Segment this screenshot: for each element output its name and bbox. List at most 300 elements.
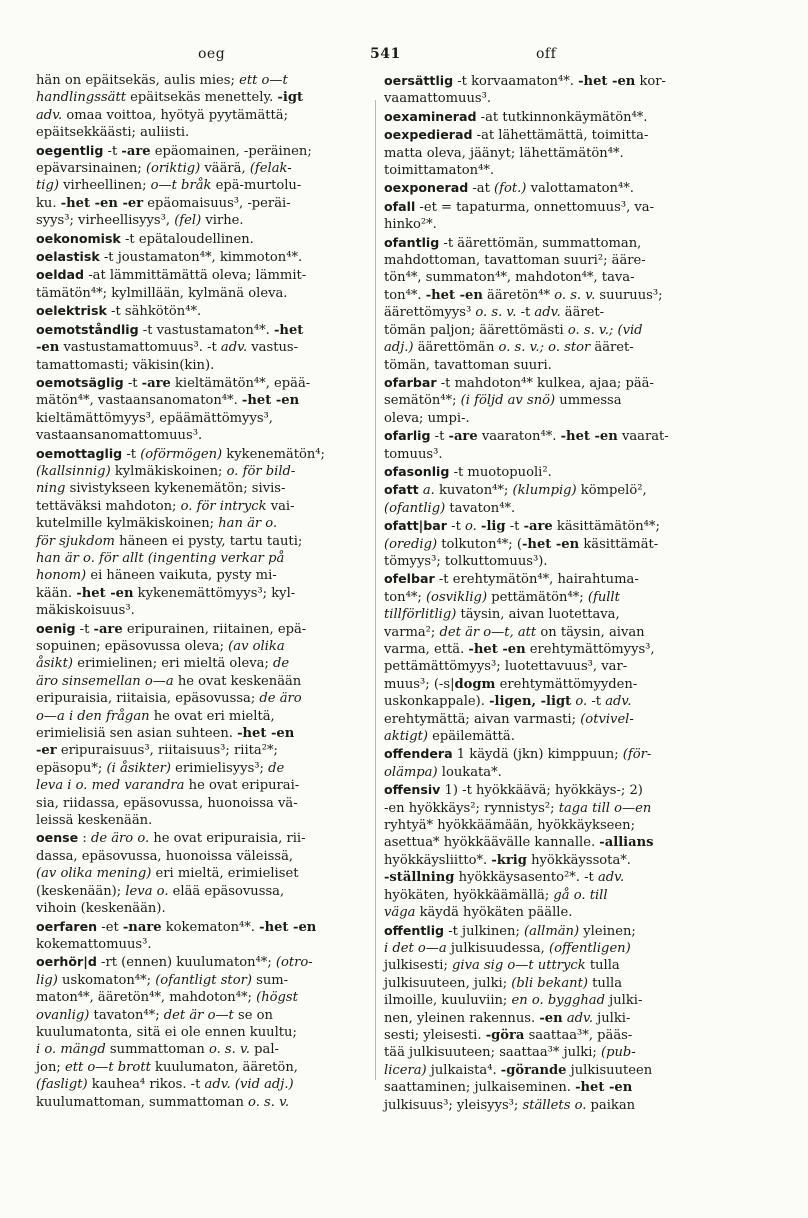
dictionary-line: [36, 760, 369, 777]
dictionary-line: [384, 179, 714, 197]
entry-text: -het -en -er: [60, 195, 144, 211]
entry-headword: offensiv: [384, 782, 441, 798]
entry-text: vaamattomuus³.: [384, 91, 492, 107]
entry-text: kuulumatonta, sitä ei ole ennen kuultu;: [36, 1024, 297, 1040]
entry-text: tulla: [585, 958, 620, 974]
entry-text: sia, riidassa, epäsovussa, huonoissa vä-: [36, 795, 298, 811]
entry-text: saattaa³*, pääs-: [524, 1027, 633, 1043]
entry-text: ton⁴*.: [384, 287, 426, 303]
entry-text: he ovat eripurai-: [184, 778, 300, 794]
entry-headword: ofelbar: [384, 571, 435, 587]
entry-text: erehtymättömyyden-: [495, 676, 638, 692]
entry-text: giva sig o—t uttryck: [452, 958, 586, 974]
entry-text: kutelmille kylmäkiskoinen;: [36, 516, 219, 532]
dictionary-line: [36, 392, 369, 409]
entry-text: de äro o.: [90, 831, 150, 847]
entry-text: ett o—t: [239, 73, 288, 88]
entry-text: en o. bygghad: [511, 993, 606, 1009]
dictionary-line: [384, 322, 714, 339]
entry-text: o. för bild-: [226, 463, 296, 479]
dictionary-line: [384, 145, 714, 162]
entry-text: kieltämättömyys³, epäämättömyys³,: [36, 410, 273, 426]
entry-text: tää julkisuuteen; saattaa³* julki;: [384, 1045, 601, 1061]
entry-text: syys³; virheellisyys³,: [36, 213, 175, 229]
entry-text: (ofantligt stor): [155, 972, 252, 988]
entry-text: -t äärettömän, summattoman,: [439, 235, 642, 251]
entry-text: -at tutkinnonkäymätön⁴*.: [476, 109, 648, 125]
entry-text: epäitsekkäästi; auliisti.: [36, 125, 190, 141]
entry-text: kykenemätön⁴;: [222, 446, 325, 462]
dictionary-line: [384, 658, 714, 675]
entry-text: -at: [468, 181, 495, 197]
entry-text: vastustamattomuus³. -t: [59, 340, 221, 356]
dictionary-line: [36, 883, 369, 900]
entry-headword: ofasonlig: [384, 463, 450, 479]
entry-text: hyökkäysasento²*. -t: [454, 870, 598, 886]
entry-text: (oförmögen): [140, 446, 223, 462]
dictionary-line: [36, 339, 369, 356]
dictionary-line: [384, 1010, 714, 1027]
dictionary-line: [384, 728, 714, 745]
dictionary-line: [384, 374, 714, 392]
entry-text: -igt: [277, 90, 304, 106]
entry-text: julkisuus³; yleisyys³;: [384, 1097, 523, 1113]
entry-text: vihoin (keskenään).: [36, 901, 166, 917]
entry-text: ääretön⁴*: [482, 287, 555, 303]
entry-text: adv.: [597, 870, 625, 886]
entry-text: -allians: [599, 835, 654, 851]
entry-text: elää epäsovussa,: [168, 883, 285, 899]
entry-text: asettua* hyökkäävälle kannalle.: [384, 835, 600, 851]
dictionary-line: [36, 673, 369, 690]
entry-text: epäomaisuus³, -peräi-: [143, 195, 291, 211]
entry-text: (ofantlig): [384, 500, 446, 516]
dictionary-line: [36, 1094, 369, 1111]
entry-text: mäkiskoisuus³.: [36, 603, 135, 619]
dictionary-line: [36, 480, 369, 497]
dictionary-line: [36, 230, 369, 248]
dictionary-line: [384, 904, 714, 921]
entry-text: -t: [123, 375, 142, 391]
left-column: [36, 72, 369, 1111]
entry-text: adv.: [220, 340, 248, 356]
dictionary-line: [384, 252, 714, 269]
entry-text: julkisuuteen: [566, 1062, 653, 1078]
entry-text: det är o—t, att: [439, 624, 537, 640]
dictionary-line: [36, 708, 369, 725]
dictionary-line: [36, 567, 369, 584]
entry-text: (kallsinnig): [36, 463, 111, 479]
entry-headword: oelastisk: [36, 249, 100, 265]
entry-text: hyökkäysliitto*.: [384, 852, 492, 868]
dictionary-line: [384, 287, 714, 304]
dictionary-line: [36, 107, 369, 124]
entry-text: tavaton⁴*;: [89, 1007, 164, 1023]
page-number: 541: [370, 46, 401, 62]
entry-text: -are: [121, 143, 151, 159]
entry-text: pettämättömyys³; luotettavuus³, var-: [384, 659, 628, 675]
entry-text: -het -en: [237, 726, 295, 742]
entry-text: o—a i den frågan: [36, 708, 150, 724]
entry-text: äärettömän: [413, 340, 499, 356]
entry-text: virhe.: [201, 213, 244, 229]
entry-text: omaa voittoa, hyötyä pyytämättä;: [62, 107, 288, 123]
entry-text: varma²;: [384, 624, 440, 640]
dictionary-line: [36, 160, 369, 177]
entry-headword: ofarlig: [384, 428, 431, 444]
entry-text: se on: [233, 1007, 273, 1023]
entry-text: -are: [93, 621, 123, 637]
dictionary-line: [36, 285, 369, 302]
entry-text: -t epätaloudellinen.: [120, 231, 254, 247]
entry-headword: ofarbar: [384, 374, 437, 390]
entry-text: o. s. v.; o. stor: [498, 340, 591, 356]
entry-text: virheellinen;: [58, 178, 151, 194]
entry-text: -het -en: [560, 429, 618, 445]
entry-text: -en hyökkäys²; rynnistys²;: [384, 800, 559, 816]
entry-text: eripurainen, riitainen, epä-: [122, 621, 307, 637]
dictionary-line: [36, 953, 369, 971]
entry-text: det är o—t: [163, 1007, 234, 1023]
entry-text: -en: [539, 1010, 563, 1026]
dictionary-line: [384, 781, 714, 799]
entry-headword: oerhör|d: [36, 954, 97, 970]
entry-text: sivistykseen kykenemätön; sivis-: [65, 481, 286, 497]
entry-text: (i följd av snö): [460, 393, 556, 409]
entry-text: erehtymättömyys³,: [525, 642, 655, 657]
entry-text: dassa, epäsovussa, huonoissa väleissä,: [36, 848, 294, 864]
dictionary-line: [384, 446, 714, 463]
entry-text: muus³; (-s|: [384, 676, 455, 692]
dictionary-line: [36, 550, 369, 567]
entry-text: -göra: [485, 1027, 525, 1043]
entry-text: epäsopu*;: [36, 760, 107, 776]
entry-text: -rt (ennen) kuulumaton⁴*;: [96, 955, 276, 971]
entry-text: ääret-: [590, 340, 634, 356]
dictionary-line: [36, 972, 369, 989]
entry-text: kuvaton⁴*;: [434, 483, 513, 499]
entry-text: (offentligen): [548, 940, 631, 956]
entry-text: pal-: [249, 1042, 279, 1058]
entry-text: ställets o.: [522, 1097, 587, 1113]
dictionary-line: [36, 742, 369, 759]
dictionary-line: [384, 745, 714, 763]
entry-text: sesti; yleisesti.: [384, 1027, 486, 1043]
dictionary-line: [384, 357, 714, 374]
entry-text: vaaraton⁴*.: [477, 429, 561, 445]
entry-text: tömän paljon; äärettömästi: [384, 322, 568, 338]
entry-headword: oemotsäglig: [36, 374, 124, 390]
entry-text: -het -en: [575, 1080, 633, 1096]
entry-text: -t mahdoton⁴* kulkea, ajaa; pää-: [436, 375, 654, 391]
page-header: [0, 46, 808, 68]
dictionary-line: [384, 427, 714, 445]
entry-text: tömyys³; tolkuttomuus³).: [384, 553, 548, 569]
entry-text: kään.: [36, 585, 77, 601]
entry-text: -het -en: [241, 393, 300, 409]
entry-text: o. s. v.; (vid: [567, 322, 643, 338]
entry-text: (felak-: [249, 161, 292, 177]
entry-headword: oenig: [36, 620, 76, 636]
dictionary-line: [384, 500, 714, 517]
entry-text: kokemattomuus³.: [36, 936, 152, 952]
entry-text: ett o—t brott: [64, 1059, 151, 1075]
entry-text: tömän, tavattoman suuri.: [384, 357, 552, 373]
entry-text: he ovat keskenään: [173, 673, 302, 689]
dictionary-line: [36, 602, 369, 619]
entry-text: -t: [75, 621, 94, 637]
entry-text: kieltämätön⁴*, epää-: [170, 375, 311, 391]
entry-text: de äro: [259, 691, 302, 707]
entry-text: -t muotopuoli².: [449, 464, 552, 480]
entry-headword: ofantlig: [384, 234, 440, 250]
entry-text: de: [268, 760, 285, 776]
column-divider: [375, 100, 376, 1080]
dictionary-line: [36, 72, 369, 89]
dictionary-line: [36, 585, 369, 602]
entry-text: adv.: [566, 1010, 594, 1026]
entry-text: (allmän): [524, 923, 580, 939]
entry-text: kömpelö²,: [576, 483, 647, 499]
entry-headword: oelektrisk: [36, 303, 107, 319]
entry-text: o. s. v.: [475, 305, 517, 321]
entry-text: ummessa: [555, 393, 622, 409]
entry-headword: oerfaren: [36, 918, 98, 934]
entry-text: julki-: [605, 993, 643, 1009]
entry-text: eri mieltä, erimieliset: [151, 866, 299, 882]
entry-text: epäilemättä.: [427, 729, 515, 745]
dictionary-line: [384, 234, 714, 252]
entry-text: tämätön⁴*; kylmillään, kylmänä oleva.: [36, 285, 288, 301]
entry-text: erimielisiä sen asian suhteen.: [36, 726, 238, 742]
dictionary-line: [384, 975, 714, 992]
entry-text: vaarat-: [617, 429, 669, 445]
dictionary-line: [36, 1059, 369, 1076]
entry-text: han är o. för allt (ingenting verkar på: [36, 550, 285, 566]
entry-text: för sjukdom: [36, 533, 115, 549]
entry-text: -t korvaamaton⁴*.: [453, 74, 579, 89]
entry-text: ton⁴*;: [384, 589, 426, 605]
dictionary-line: [384, 992, 714, 1009]
dictionary-line: [384, 852, 714, 869]
entry-text: o.: [465, 519, 477, 535]
entry-headword: ofall: [384, 198, 416, 214]
entry-text: (för-: [622, 747, 652, 763]
dictionary-line: [384, 410, 714, 427]
entry-text: dogm: [454, 676, 496, 692]
entry-text: saattaminen; julkaiseminen.: [384, 1080, 576, 1096]
dictionary-line: [384, 536, 714, 553]
dictionary-line: [36, 142, 369, 160]
dictionary-line: [384, 764, 714, 781]
entry-text: julki-: [593, 1010, 631, 1026]
entry-text: (osviklig): [425, 589, 488, 605]
entry-text: -t: [587, 694, 606, 710]
dictionary-line: [384, 624, 714, 641]
entry-text: käsittämät-: [579, 536, 659, 552]
entry-text: -görande: [500, 1062, 567, 1078]
entry-text: o.: [575, 694, 588, 710]
entry-headword: oexponerad: [384, 180, 469, 196]
entry-text: -t: [516, 305, 535, 321]
entry-text: -t: [447, 519, 466, 535]
entry-text: leissä keskenään.: [36, 813, 153, 829]
dictionary-line: [36, 812, 369, 829]
entry-text: kauhea⁴ rikos. -t: [87, 1077, 205, 1093]
dictionary-line: [384, 887, 714, 904]
entry-text: -nare: [122, 919, 162, 935]
dictionary-line: [36, 795, 369, 812]
dictionary-line: [36, 248, 369, 266]
entry-text: vai-: [266, 498, 295, 514]
entry-text: (oriktig): [145, 161, 201, 177]
right-column: [384, 72, 714, 1114]
entry-text: tettäväksi mahdoton;: [36, 498, 181, 514]
dictionary-line: [384, 72, 714, 90]
entry-text: -t: [505, 519, 524, 535]
entry-text: vastaansanomattomuus³.: [36, 428, 203, 444]
entry-text: (i åsikter): [106, 760, 171, 776]
entry-text: (fasligt): [36, 1077, 88, 1093]
entry-text: kylmäkiskoinen;: [110, 463, 227, 479]
entry-headword: ofatt|bar: [384, 518, 447, 534]
entry-text: matta oleva, jäänyt; lähettämätön⁴*.: [384, 145, 624, 161]
dictionary-line: [384, 216, 714, 233]
entry-text: erehtymättä; aivan varmasti;: [384, 711, 581, 727]
dictionary-line: [36, 445, 369, 463]
entry-text: ning: [36, 481, 66, 497]
entry-text: epävarsinainen;: [36, 161, 146, 177]
entry-text: (otro-: [275, 955, 313, 971]
dictionary-line: [36, 515, 369, 532]
entry-text: julkaista⁴.: [426, 1062, 501, 1078]
entry-text: adv.: [36, 107, 63, 123]
entry-text: paikan: [586, 1097, 636, 1113]
entry-headword: oemottaglig: [36, 445, 123, 461]
entry-text: hyökkäyssota*.: [526, 852, 631, 868]
entry-headword: oeldad: [36, 267, 85, 283]
entry-text: on täysin, aivan: [536, 624, 645, 640]
entry-text: tavaton⁴*.: [445, 500, 516, 516]
entry-text: gå o. till: [553, 887, 608, 903]
entry-text: summattoman: [105, 1042, 209, 1058]
entry-text: (bli bekant): [511, 975, 588, 991]
entry-text: o. för intryck: [180, 498, 267, 514]
dictionary-line: [384, 817, 714, 834]
entry-text: eripuraisuus³, riitaisuus³; riita²*;: [56, 743, 278, 759]
entry-text: tomuus³.: [384, 446, 443, 462]
dictionary-line: [384, 800, 714, 817]
entry-text: sum-: [251, 972, 289, 988]
entry-text: aktigt): [384, 729, 428, 745]
entry-text: (av olika mening): [36, 866, 152, 882]
entry-text: -at lähettämättä, toimitta-: [472, 128, 649, 144]
entry-text: tulla: [587, 975, 623, 991]
entry-text: uskomaton⁴*;: [57, 972, 156, 988]
dictionary-line: [384, 392, 714, 409]
entry-text: tön⁴*, summaton⁴*, mahdoton⁴*, tava-: [384, 270, 635, 286]
entry-text: toimittamaton⁴*.: [384, 163, 495, 179]
entry-text: ku.: [36, 195, 61, 211]
dictionary-line: [36, 1076, 369, 1093]
dictionary-line: [36, 212, 369, 229]
dictionary-line: [36, 410, 369, 427]
entry-text: leva i o. med varandra: [36, 778, 185, 794]
entry-text: -het -en: [425, 287, 483, 303]
dictionary-line: [36, 357, 369, 374]
entry-text: -krig: [491, 852, 527, 868]
entry-text: erimielisyys³;: [170, 760, 269, 776]
entry-text: -at lämmittämättä oleva; lämmit-: [84, 268, 307, 284]
entry-text: tillförlitlig): [384, 607, 457, 623]
dictionary-line: [36, 1041, 369, 1058]
dictionary-line: [384, 1079, 714, 1096]
entry-text: (pub-: [601, 1045, 636, 1061]
entry-text: häneen ei pysty, tartu tauti;: [114, 533, 303, 549]
dictionary-line: [36, 690, 369, 707]
entry-text: -t: [430, 429, 449, 445]
dictionary-line: [384, 108, 714, 126]
entry-text: -en: [36, 340, 60, 356]
entry-text: julkisesti;: [384, 958, 453, 974]
dictionary-line: [36, 177, 369, 194]
entry-text: -t vastustamaton⁴*.: [138, 322, 274, 338]
dictionary-line: [384, 339, 714, 356]
entry-text: ryhtyä* hyökkäämään, hyökkäykseen;: [384, 818, 636, 834]
dictionary-line: [384, 869, 714, 886]
entry-headword: oersättlig: [384, 73, 454, 88]
entry-text: hyökäten, hyökkäämällä;: [384, 887, 554, 903]
dictionary-line: [384, 304, 714, 321]
entry-text: käsittämätön⁴*;: [552, 519, 660, 535]
header-left-guideword: oeg: [198, 46, 226, 62]
dictionary-line: [384, 676, 714, 693]
dictionary-line: [36, 725, 369, 742]
entry-text: -het -en: [76, 585, 134, 601]
entry-text: eripuraisia, riitaisia, epäsovussa;: [36, 691, 260, 707]
entry-headword: oexpedierad: [384, 127, 473, 143]
entry-text: oleva; umpi-.: [384, 410, 470, 426]
dictionary-line: [36, 533, 369, 550]
entry-text: erimielinen; eri mieltä oleva;: [73, 656, 274, 672]
entry-text: handlingssätt: [36, 90, 127, 106]
entry-headword: oekonomisk: [36, 230, 121, 246]
entry-text: jon;: [36, 1059, 65, 1075]
dictionary-line: [36, 427, 369, 444]
entry-text: -are: [141, 375, 171, 391]
entry-headword: oexaminerad: [384, 108, 477, 124]
dictionary-line: [36, 374, 369, 392]
entry-text: åsikt): [36, 656, 74, 672]
dictionary-line: [36, 918, 369, 936]
dictionary-line: [384, 1097, 714, 1114]
entry-text: ei häneen vaikuta, pysty mi-: [86, 568, 277, 584]
header-right-guideword: off: [536, 46, 557, 62]
dictionary-line: [384, 940, 714, 957]
entry-headword: oemotståndlig: [36, 321, 139, 337]
entry-text: äärettömyys³: [384, 305, 476, 321]
entry-text: -t: [122, 446, 141, 462]
dictionary-line: [384, 834, 714, 851]
dictionary-line: [384, 570, 714, 588]
entry-text: -t erehtymätön⁴*, hairahtuma-: [434, 572, 639, 588]
dictionary-line: [384, 162, 714, 179]
entry-text: semätön⁴*;: [384, 393, 461, 409]
entry-text: mahdottoman, tavattoman suuri²; ääre-: [384, 253, 646, 269]
entry-text: tolkuton⁴*; (: [437, 536, 522, 552]
entry-text: adv.: [534, 305, 561, 321]
entry-text: licera): [384, 1062, 427, 1078]
